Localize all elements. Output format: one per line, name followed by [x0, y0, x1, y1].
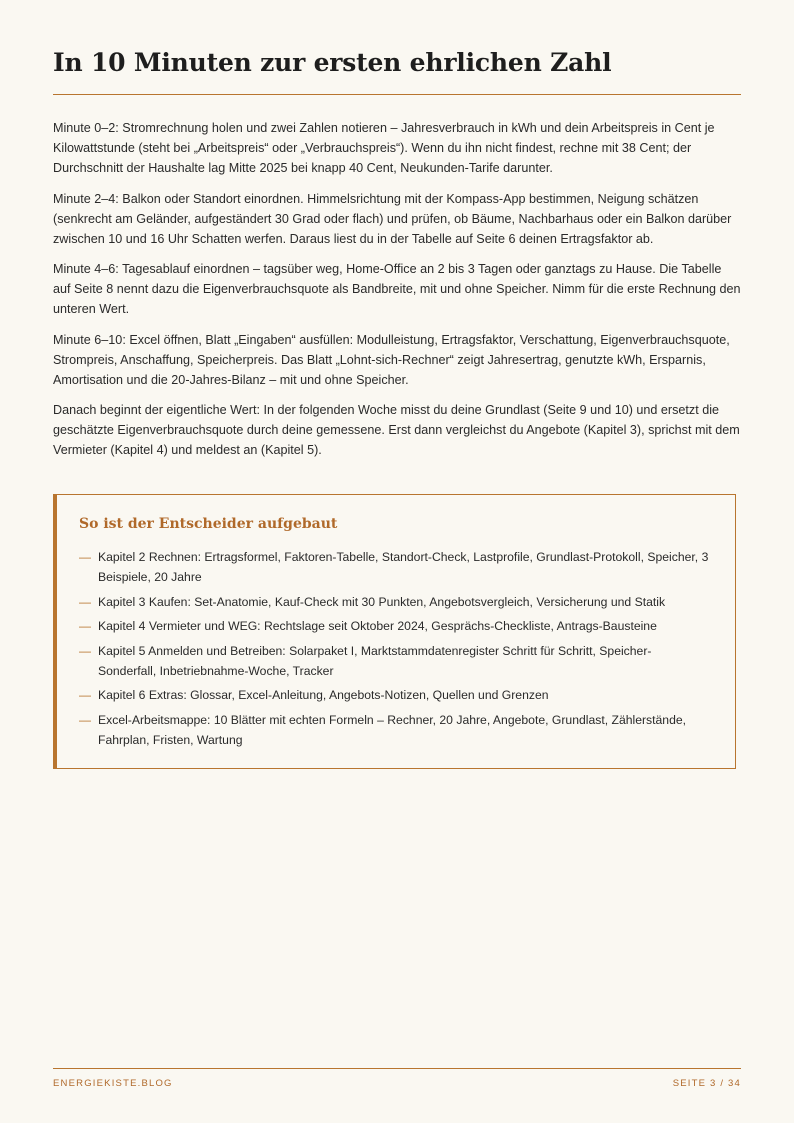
dash-bullet-icon: —: [79, 643, 91, 658]
list-item-text: Kapitel 6 Extras: Glossar, Excel-Anleitung, Angebots-Notizen, Quellen und Grenzen: [98, 688, 549, 702]
list-item-text: Kapitel 5 Anmelden und Betreiben: Solarpaket I, Marktstammdatenregister Schritt für Schritt, Speicher-Sonderfall, Inbetriebnahme-Woche, Tracker: [98, 643, 652, 678]
paragraph-danach: Danach beginnt der eigentliche Wert: In der folgenden Woche misst du deine Grundlast (Seite 9 und 10) und ersetzt die geschätzte Eigenverbrauchsquote durch deine gemessene. Erst dann vergleichst du Angebote (Kapitel 3), sprichst mit dem Vermieter (Kapitel 4) und meldest an (Kapitel 5).: [53, 403, 740, 457]
list-item-text: Kapitel 4 Vermieter und WEG: Rechtslage seit Oktober 2024, Gesprächs-Checkliste, Antrags-Bausteine: [98, 619, 657, 633]
list-item: [79, 592, 709, 612]
page-title: In 10 Minuten zur ersten ehrlichen Zahl: [53, 48, 612, 77]
list-item-text: Kapitel 2 Rechnen: Ertragsformel, Faktoren-Tabelle, Standort-Check, Lastprofile, Grundlast-Protokoll, Speicher, 3 Beispiele, 20 Jahre: [98, 550, 709, 584]
callout-title: So ist der Entscheider aufgebaut: [79, 516, 338, 532]
list-item-text: Excel-Arbeitsmappe: 10 Blätter mit echten Formeln – Rechner, 20 Jahre, Angebote, Grundlast, Zählerstände, Fahrplan, Fristen, Wartung: [98, 712, 687, 747]
list-item: [79, 547, 709, 587]
paragraph-minute-4-6: Minute 4–6: Tagesablauf einordnen – tagsüber weg, Home-Office an 2 bis 3 Tagen oder ganztags zu Hause. Die Tabelle auf Seite 8 nennt dazu die Eigenverbrauchsquote als Bandbreite, mit und ohne Speicher. Nimm für die erste Rechnung den unteren Wert.: [53, 262, 741, 316]
page: [53, 0, 741, 1123]
list-item: [79, 710, 709, 750]
body-text: [53, 118, 741, 471]
footer-divider: [53, 1068, 741, 1069]
paragraph-minute-0-2: Minute 0–2: Stromrechnung holen und zwei Zahlen notieren – Jahresverbrauch in kWh und dein Arbeitspreis in Cent je Kilowattstunde (steht bei „Arbeitspreis“ oder „Verbrauchspreis“). Wenn du ihn nicht findest, rechne mit 38 Cent; der Durchschnitt der Haushalte lag Mitte 2025 bei knapp 40 Cent, Neukunden-Tarife darunter.: [53, 121, 715, 175]
dash-bullet-icon: —: [79, 550, 91, 564]
dash-bullet-icon: —: [79, 594, 91, 609]
dash-bullet-icon: —: [79, 712, 91, 727]
dash-bullet-icon: —: [79, 619, 91, 633]
paragraph-minute-6-10: Minute 6–10: Excel öffnen, Blatt „Eingaben“ ausfüllen: Modulleistung, Ertragsfaktor, Verschattung, Eigenverbrauchsquote, Strompreis, Anschaffung, Speicherpreis. Das Blatt „Lohnt-sich-Rechner“ zeigt Jahresertrag, genutzte kWh, Ersparnis, Amortisation und die 20-Jahres-Bilanz – mit und ohne Speicher.: [53, 332, 730, 387]
list-item-text: Kapitel 3 Kaufen: Set-Anatomie, Kauf-Check mit 30 Punkten, Angebotsvergleich, Versicherung und Statik: [98, 594, 666, 609]
title-divider: [53, 94, 741, 95]
paragraph-minute-2-4: Minute 2–4: Balkon oder Standort einordnen. Himmelsrichtung mit der Kompass-App bestimmen, Neigung schätzen (senkrecht am Geländer, aufgeständert 30 Grad oder flach) und prüfen, ob Bäume, Nachbarhaus oder ein Balkon darüber zwischen 10 und 16 Uhr Schatten werfen. Daraus liest du in der Tabelle auf Seite 6 deinen Ertragsfaktor ab.: [53, 191, 732, 246]
dash-bullet-icon: —: [79, 688, 91, 702]
footer-page-number: SEITE 3 / 34: [672, 1078, 741, 1089]
list-item: [79, 641, 709, 681]
list-item: [79, 616, 709, 636]
list-item: [79, 685, 709, 705]
chapter-list: [79, 547, 709, 754]
footer-site-link[interactable]: ENERGIEKISTE.BLOG: [53, 1078, 173, 1089]
structure-callout-box: [53, 494, 736, 769]
